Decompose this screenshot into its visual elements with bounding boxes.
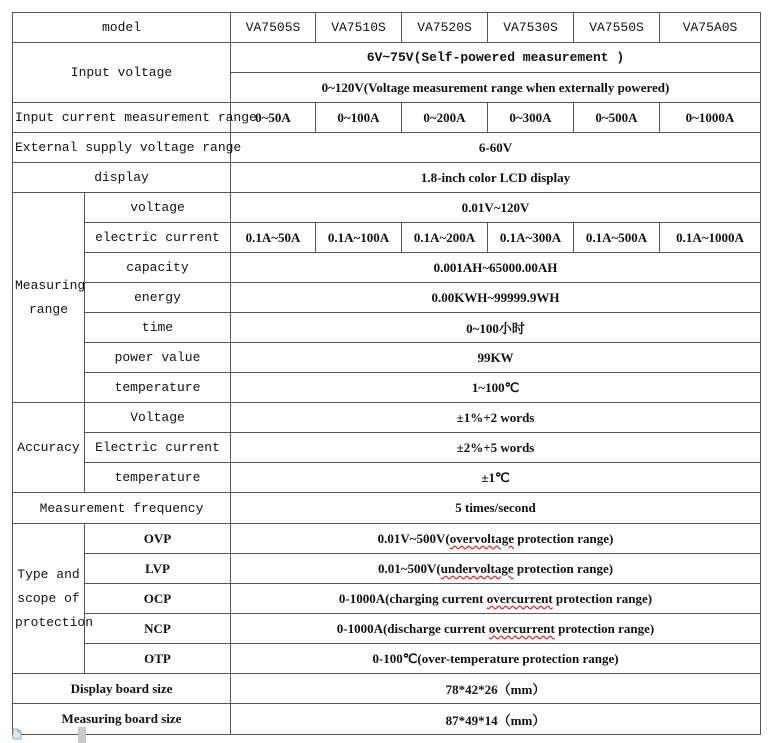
frequency-label: Measurement frequency — [13, 493, 231, 524]
measuring-temperature-value: 1~100℃ — [231, 373, 761, 403]
measuring-power-label: power value — [85, 343, 231, 373]
measuring-board-value: 87*49*14（mm） — [231, 704, 761, 735]
measuring-capacity-value: 0.001AH~65000.00AH — [231, 253, 761, 283]
input-current-cell: 0~300A — [488, 103, 574, 133]
measuring-energy-value: 0.00KWH~99999.9WH — [231, 283, 761, 313]
accuracy-current-row — [13, 433, 761, 463]
display-board-row — [13, 674, 761, 704]
protection-ovp-pre: 0.01V~500V( — [377, 530, 450, 546]
external-supply-label: External supply voltage range — [13, 133, 231, 163]
protection-otp-value: 0-100℃(over-temperature protection range) — [231, 644, 761, 674]
protection-lvp-row — [13, 554, 761, 584]
measuring-capacity-row — [13, 253, 761, 283]
protection-ovp-label: OVP — [85, 524, 231, 554]
accuracy-current-value: ±2%+5 words — [231, 433, 761, 463]
frequency-row — [13, 493, 761, 524]
protection-ncp-post: protection range) — [554, 620, 655, 636]
model-cell: VA75A0S — [660, 13, 761, 43]
frequency-value: 5 times/second — [231, 493, 761, 524]
measuring-energy-row — [13, 283, 761, 313]
protection-lvp-mark: undervoltage — [440, 560, 514, 576]
protection-ocp-pre: 0-1000A(charging current — [338, 590, 487, 606]
display-board-value: 78*42*26（mm） — [231, 674, 761, 704]
input-current-row — [13, 103, 761, 133]
model-cell: VA7550S — [574, 13, 660, 43]
protection-ovp-row — [13, 524, 761, 554]
protection-ncp-row — [13, 614, 761, 644]
protection-ovp-post: protection range) — [513, 530, 614, 546]
input-voltage-label: Input voltage — [13, 43, 231, 103]
measuring-current-cell: 0.1A~300A — [488, 223, 574, 253]
measuring-voltage-value: 0.01V~120V — [231, 193, 761, 223]
protection-lvp-label: LVP — [85, 554, 231, 584]
measuring-capacity-label: capacity — [85, 253, 231, 283]
model-label: model — [13, 13, 231, 43]
measuring-power-value: 99KW — [231, 343, 761, 373]
input-voltage-row — [13, 43, 761, 73]
input-current-cell: 0~50A — [231, 103, 316, 133]
protection-ocp-row — [13, 584, 761, 614]
model-cell: VA7530S — [488, 13, 574, 43]
model-cell: VA7520S — [402, 13, 488, 43]
display-board-label: Display board size — [13, 674, 231, 704]
input-current-label: Input current measurement range — [13, 103, 231, 133]
protection-otp-row — [13, 644, 761, 674]
display-value: 1.8-inch color LCD display — [231, 163, 761, 193]
input-current-cell: 0~200A — [402, 103, 488, 133]
protection-label: Type and scope of protection — [13, 524, 85, 674]
display-row — [13, 163, 761, 193]
input-voltage-line2: 0~120V(Voltage measurement range when externally powered) — [231, 73, 761, 103]
accuracy-temperature-label: temperature — [85, 463, 231, 493]
measuring-range-label: Measuring range — [13, 193, 85, 403]
accuracy-label: Accuracy — [13, 403, 85, 493]
measuring-power-row — [13, 343, 761, 373]
protection-ocp-label: OCP — [85, 584, 231, 614]
accuracy-temperature-value: ±1℃ — [231, 463, 761, 493]
model-cell: VA7505S — [231, 13, 316, 43]
accuracy-voltage-row — [13, 403, 761, 433]
accuracy-voltage-label: Voltage — [85, 403, 231, 433]
protection-lvp-post: protection range) — [513, 560, 614, 576]
measuring-temperature-row — [13, 373, 761, 403]
measuring-voltage-row — [13, 193, 761, 223]
cursor-block — [78, 727, 86, 743]
measuring-current-row — [13, 223, 761, 253]
accuracy-temperature-row — [13, 463, 761, 493]
protection-lvp-value — [231, 554, 761, 584]
protection-ncp-value — [231, 614, 761, 644]
protection-ncp-mark: overcurrent — [488, 620, 555, 636]
protection-otp-label: OTP — [85, 644, 231, 674]
protection-ncp-label: NCP — [85, 614, 231, 644]
measuring-current-label: electric current — [85, 223, 231, 253]
protection-ocp-post: protection range) — [552, 590, 653, 606]
protection-lvp-pre: 0.01~500V( — [377, 560, 441, 576]
measuring-current-cell: 0.1A~1000A — [660, 223, 761, 253]
protection-ncp-pre: 0-1000A(discharge current — [336, 620, 489, 636]
model-cell: VA7510S — [316, 13, 402, 43]
measuring-current-cell: 0.1A~50A — [231, 223, 316, 253]
spec-table — [12, 12, 761, 735]
measuring-time-label: time — [85, 313, 231, 343]
measuring-temperature-label: temperature — [85, 373, 231, 403]
input-current-cell: 0~100A — [316, 103, 402, 133]
measuring-voltage-label: voltage — [85, 193, 231, 223]
protection-ovp-value — [231, 524, 761, 554]
accuracy-current-label: Electric current — [85, 433, 231, 463]
input-current-cell: 0~1000A — [660, 103, 761, 133]
measuring-current-cell: 0.1A~200A — [402, 223, 488, 253]
model-row — [13, 13, 761, 43]
external-supply-row — [13, 133, 761, 163]
measuring-current-cell: 0.1A~500A — [574, 223, 660, 253]
display-label: display — [13, 163, 231, 193]
accuracy-voltage-value: ±1%+2 words — [231, 403, 761, 433]
measuring-board-label: Measuring board size — [13, 704, 231, 735]
document-icon — [12, 729, 22, 739]
measuring-current-cell: 0.1A~100A — [316, 223, 402, 253]
measuring-time-value: 0~100小时 — [231, 313, 761, 343]
measuring-board-row — [13, 704, 761, 735]
external-supply-value: 6-60V — [231, 133, 761, 163]
measuring-time-row — [13, 313, 761, 343]
protection-ovp-mark: overvoltage — [449, 530, 514, 546]
protection-ocp-value — [231, 584, 761, 614]
measuring-energy-label: energy — [85, 283, 231, 313]
input-current-cell: 0~500A — [574, 103, 660, 133]
input-voltage-line1: 6V~75V(Self-powered measurement ) — [231, 43, 761, 73]
protection-ocp-mark: overcurrent — [486, 590, 553, 606]
